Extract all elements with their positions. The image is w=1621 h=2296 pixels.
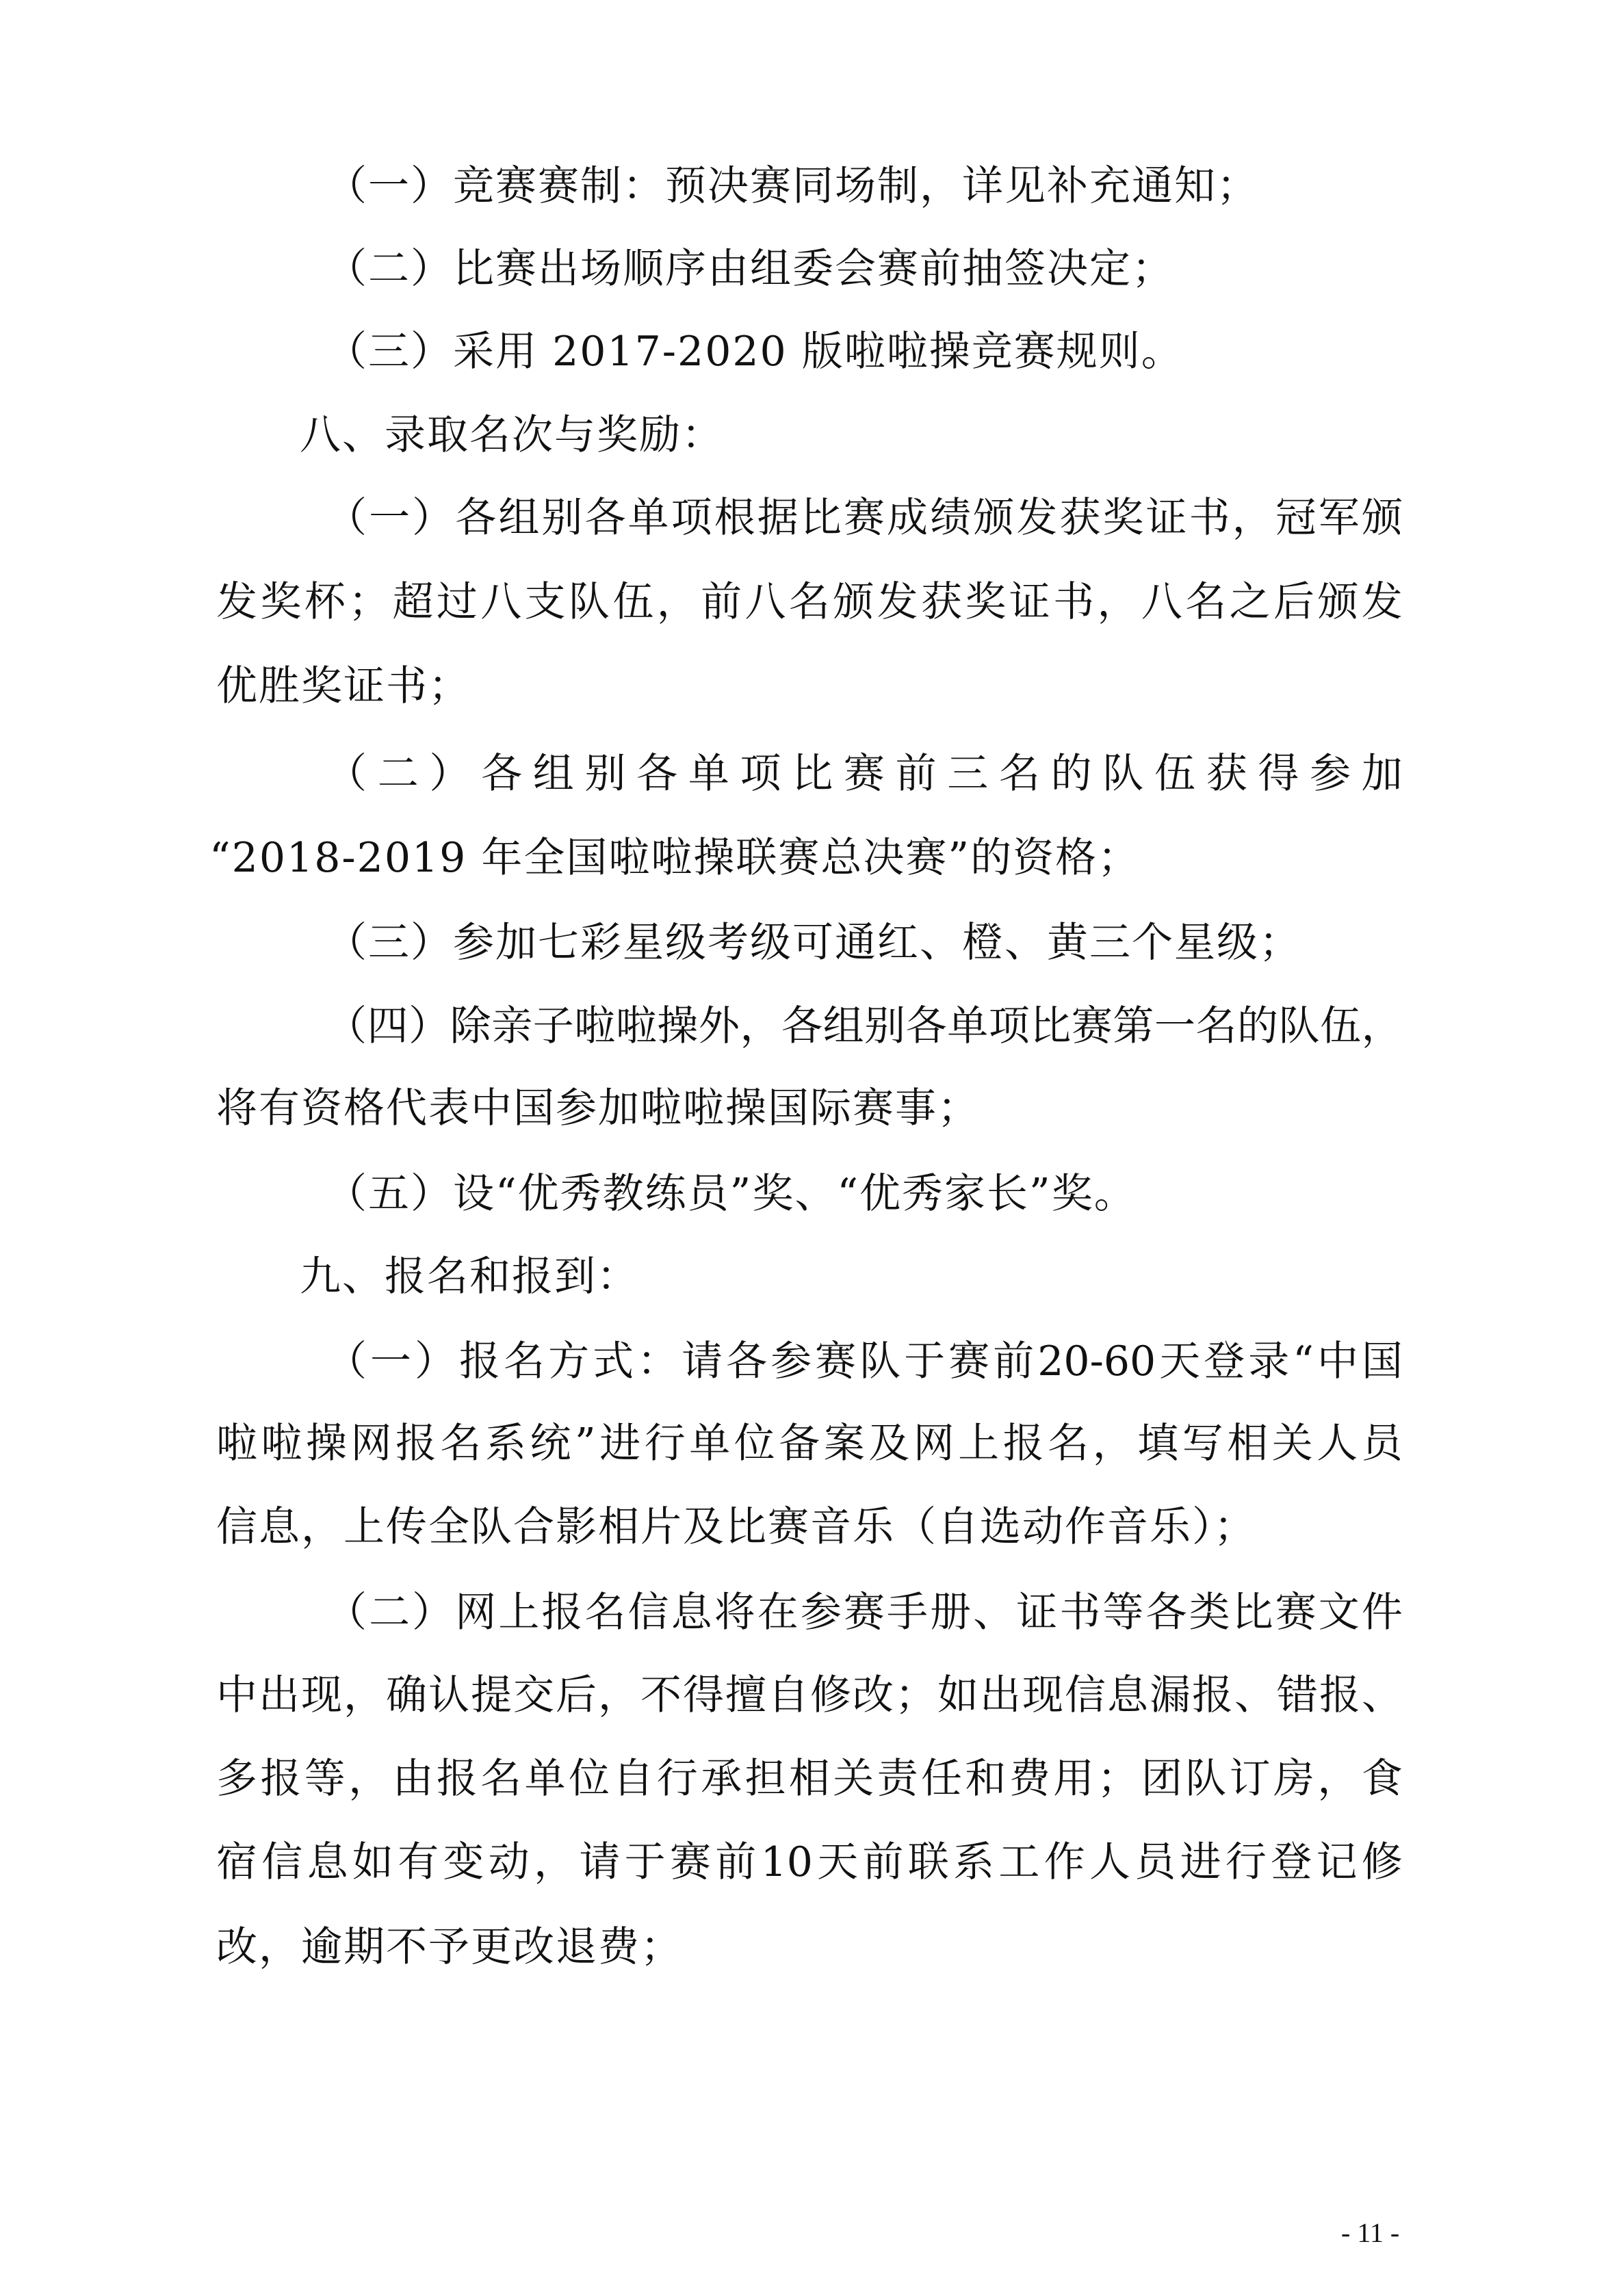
award-item-5: （五）设“优秀教练员”奖、“优秀家长”奖。 bbox=[326, 1170, 1137, 1218]
registration-item-1-line-3: 信息，上传全队合影相片及比赛音乐（自选动作音乐）； bbox=[216, 1503, 1256, 1551]
rule-draw-order: （二）比赛出场顺序由组委会赛前抽签决定； bbox=[326, 245, 1174, 293]
registration-item-2-line-5: 改，逾期不予更改退费； bbox=[216, 1923, 683, 1971]
registration-item-2-line-4: 宿 信 息 如 有 变 动 ， 请 于 赛 前 10 天 前 联 系 工 作 人 员 进 行 登 记 修 bbox=[216, 1838, 1403, 1886]
registration-item-1-line-1: （ 一 ） 报 名 方 式 ： 请 各 参 赛 队 于 赛 前 20-60 天 登 录 “ 中 国 bbox=[326, 1338, 1403, 1385]
registration-item-2-line-1: （ 二 ） 网 上 报 名 信 息 将 在 参 赛 手 册 、 证 书 等 各 类 比 赛 文 件 bbox=[326, 1589, 1403, 1636]
award-item-4-line-1: （ 四 ） 除 亲 子 啦 啦 操 外 ， 各 组 别 各 单 项 比 赛 第 一 名 的 队 伍 ， bbox=[326, 1002, 1403, 1050]
registration-item-2-line-3: 多 报 等 ， 由 报 名 单 位 自 行 承 担 相 关 责 任 和 费 用 ； 团 队 订 房 ， 食 bbox=[216, 1755, 1403, 1803]
award-item-4-line-2: 将有资格代表中国参加啦啦操国际赛事； bbox=[216, 1084, 980, 1132]
registration-item-2-line-2: 中 出 现 ， 确 认 提 交 后 ， 不 得 擅 自 修 改 ； 如 出 现 信 息 漏 报 、 错 报 、 bbox=[216, 1671, 1403, 1719]
award-item-2-line-2: “2018-2019 年全国啦啦操联赛总决赛”的资格； bbox=[209, 834, 1141, 882]
award-item-3: （三）参加七彩星级考级可通红、橙、黄三个星级； bbox=[326, 919, 1301, 967]
rule-competition-format: （一）竞赛赛制：预决赛同场制，详见补充通知； bbox=[326, 162, 1259, 210]
section-heading-awards: 八、录取名次与奖励： bbox=[300, 411, 724, 459]
registration-item-1-line-2: 啦 啦 操 网 报 名 系 统 ” 进 行 单 位 备 案 及 网 上 报 名 ， 填 写 相 关 人 员 bbox=[216, 1420, 1403, 1467]
award-item-1-line-1: （ 一 ） 各 组 别 各 单 项 根 据 比 赛 成 绩 颁 发 获 奖 证 书 ， 冠 军 颁 bbox=[326, 494, 1403, 542]
page-number: - 11 - bbox=[1341, 2217, 1400, 2248]
rule-regulations: （三）采用 2017-2020 版啦啦操竞赛规则。 bbox=[326, 328, 1184, 376]
award-item-1-line-2: 发 奖 杯 ； 超 过 八 支 队 伍 ， 前 八 名 颁 发 获 奖 证 书 ， 八 名 之 后 颁 发 bbox=[216, 578, 1403, 626]
award-item-1-line-3: 优胜奖证书； bbox=[216, 662, 471, 710]
award-item-2-line-1: （ 二 ） 各 组 别 各 单 项 比 赛 前 三 名 的 队 伍 获 得 参 加 bbox=[326, 750, 1403, 798]
section-heading-registration: 九、报名和报到： bbox=[300, 1253, 639, 1301]
